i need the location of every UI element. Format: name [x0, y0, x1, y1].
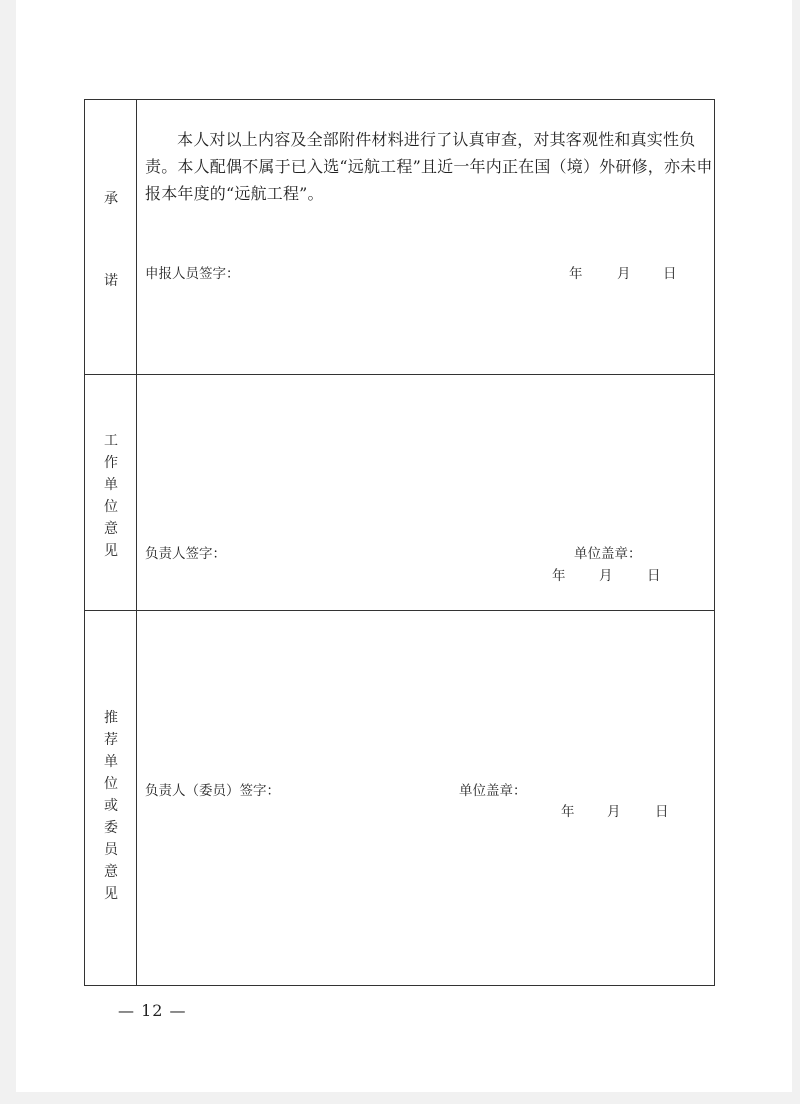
- work-unit-label-char: 位: [104, 499, 118, 515]
- recommend-label-char: 员: [104, 842, 118, 858]
- work-unit-content-cell: [137, 375, 714, 610]
- recommend-label-char: 推: [104, 710, 118, 726]
- recommend-label-char: 位: [104, 776, 118, 792]
- work-unit-label-char: 作: [104, 455, 118, 471]
- pledge-row: [85, 100, 714, 375]
- unit-seal-label: 单位盖章：: [459, 783, 527, 799]
- date-year: 年: [569, 266, 583, 282]
- pledge-label-char: 诺: [104, 273, 118, 289]
- date-day: 日: [655, 804, 669, 820]
- work-unit-label-char: 见: [104, 543, 118, 559]
- recommend-label-char: 意: [104, 864, 118, 880]
- date-year: 年: [561, 804, 575, 820]
- pledge-content-cell: [137, 100, 714, 374]
- pledge-statement: 本人对以上内容及全部附件材料进行了认真审查，对其客观性和真实性负责。本人配偶不属于已入选“远航工程”且近一年内正在国（境）外研修，亦未申报本年度的“远航工程”。: [145, 130, 713, 203]
- date-day: 日: [663, 266, 677, 282]
- work-unit-label-char: 单: [104, 477, 118, 493]
- page-number: — 12 —: [118, 1001, 187, 1020]
- recommend-label-char: 委: [104, 820, 118, 836]
- responsible-member-signature-label: 负责人（委员）签字：: [145, 783, 280, 799]
- pledge-label-char: 承: [104, 191, 118, 207]
- date-month: 月: [607, 804, 621, 820]
- pledge-label-cell: [85, 100, 137, 374]
- recommend-label-char: 或: [104, 798, 118, 814]
- recommend-label-cell: [85, 611, 137, 985]
- work-unit-label-char: 工: [104, 433, 118, 449]
- declaration-form-table: [84, 99, 715, 986]
- recommend-label-char: 见: [104, 886, 118, 902]
- unit-seal-label: 单位盖章：: [574, 546, 642, 562]
- date-day: 日: [647, 568, 661, 584]
- date-month: 月: [617, 266, 631, 282]
- work-unit-row: [85, 375, 714, 611]
- applicant-signature-label: 申报人员签字：: [145, 266, 240, 282]
- responsible-person-signature-label: 负责人签字：: [145, 546, 226, 562]
- recommend-label-char: 单: [104, 754, 118, 770]
- date-year: 年: [552, 568, 566, 584]
- work-unit-label-cell: [85, 375, 137, 610]
- recommend-label-char: 荐: [104, 732, 118, 748]
- recommend-content-cell: [137, 611, 714, 985]
- date-month: 月: [599, 568, 613, 584]
- work-unit-label-char: 意: [104, 521, 118, 537]
- recommend-row: [85, 611, 714, 985]
